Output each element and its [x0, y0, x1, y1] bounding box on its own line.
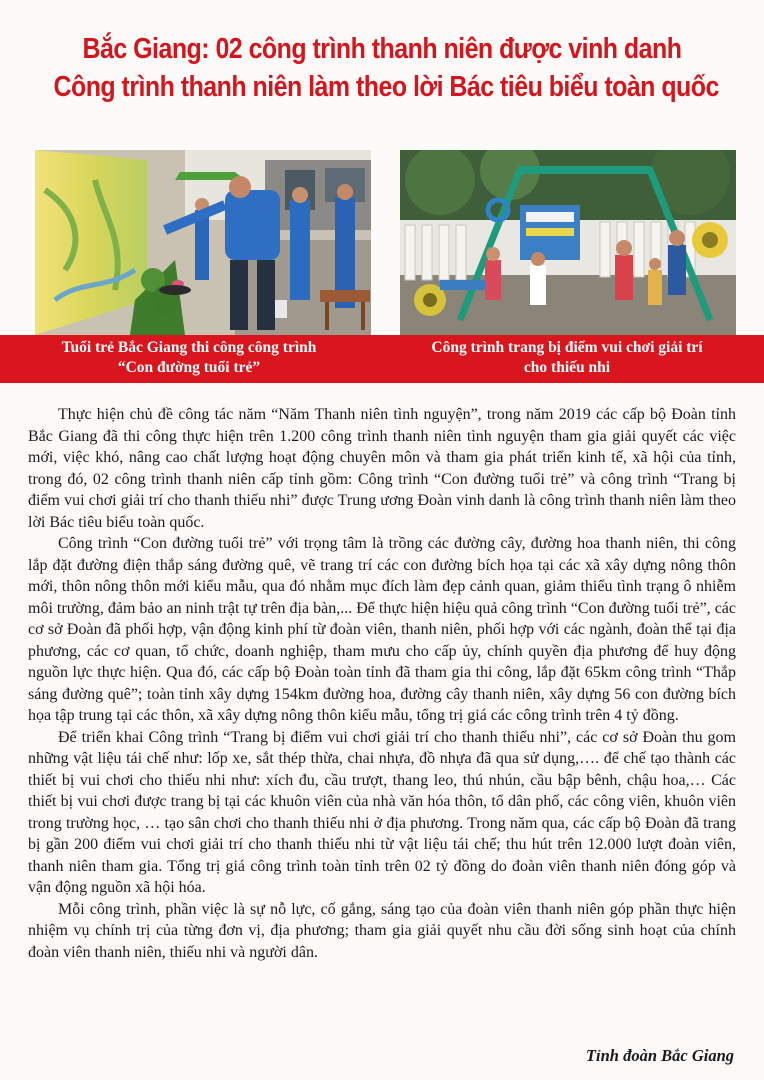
photo-children-playground: [400, 150, 736, 335]
headline-line-1: Bắc Giang: 02 công trình thanh niên được vinh danh: [82, 33, 682, 65]
photo-caption-right: [382, 338, 752, 378]
author-signature: Tỉnh đoàn Bắc Giang: [585, 1046, 734, 1065]
article-body: [28, 404, 736, 963]
caption-left-line-2: “Con đường tuổi trẻ”: [117, 359, 261, 376]
article-paragraph: Thực hiện chủ đề công tác năm “Năm Thanh niên tình nguyện”, trong năm 2019 các cấp bộ Đoàn tỉnh Bắc Giang đã thi công thực hiện trên 1.200 công trình thanh niên tình nguyện tham gia giải quyết các việc mới, việc khó, nâng cao chất lượng hoạt động chuyên môn và tham gia phát triển kinh tế, xã hội của tỉnh, trong đó, 02 công trình thanh niên cấp tỉnh gồm: Công trình “Con đường tuổi trẻ” và công trình “Trang bị điểm vui chơi giải trí cho thanh thiếu nhi” được Trung ương Đoàn vinh danh là công trình thanh niên làm theo lời Bác tiêu biểu toàn quốc.: [28, 406, 736, 531]
article-paragraph: Mỗi công trình, phần việc là sự nỗ lực, cố gắng, sáng tạo của đoàn viên thanh niên góp phần thực hiện nhiệm vụ chính trị của từng đơn vị, địa phương; tham gia giải quyết nhu cầu đời sống sinh hoạt của chính đoàn viên thanh niên, thiếu nhi và người dân.: [28, 900, 736, 961]
article-headline: [53, 30, 719, 106]
photo-road-mural-painting: [35, 150, 371, 335]
caption-left-line-1: Tuổi trẻ Bắc Giang thi công công trình: [61, 339, 317, 356]
article-paragraph: Để triển khai Công trình “Trang bị điểm vui chơi giải trí cho thanh thiếu nhi”, các cơ sở Đoàn thu gom những vật liệu tái chế như: lốp xe, sắt thép thừa, chai nhựa, đồ nhựa đã qua sử dụng,…. để chế tạo thành các thiết bị vui chơi cho thiếu nhi như: xích đu, cầu trượt, thang leo, thú nhún, cầu bập bênh, chậu hoa,… Các thiết bị vui chơi được trang bị tại các khuôn viên của nhà văn hóa thôn, tổ dân phố, các công viên, khuôn viên trong trường học, … tạo sân chơi cho thanh thiếu nhi ở địa phương. Trong năm qua, các cấp bộ Đoàn đã trang bị gần 200 điểm vui chơi giải trí cho thanh thiếu nhi từ vật liệu tái chế; thu hút trên 12.000 lượt đoàn viên, thanh niên tham gia. Tổng trị giá công trình toàn tỉnh trên 02 tỷ đồng do đoàn viên thanh niên đóng góp và vận động nguồn xã hội hóa.: [28, 728, 736, 896]
article-paragraph: Công trình “Con đường tuổi trẻ” với trọng tâm là trồng các đường cây, đường hoa thanh niên, thi công lắp đặt đường điện thắp sáng đường quê, vẽ trang trí các con đường bích họa tại các xã xây dựng nông thôn mới, thôn nông thôn mới kiểu mẫu, qua đó nhằm mục đích làm đẹp cảnh quan, giảm thiểu tình trạng ô nhiễm môi trường, đảm bảo an ninh trật tự trên địa bàn,... Để thực hiện hiệu quả công trình “Con đường tuổi trẻ”, các cơ sở Đoàn đã phối hợp, vận động kinh phí từ đoàn viên, thanh niên, phối hợp với các ngành, đoàn thể tại địa phương, các cơ quan, tổ chức, doanh nghiệp, tham mưu cho cấp ủy, chính quyền địa phương để huy động nguồn lực thực hiện. Qua đó, các cấp bộ Đoàn toàn tỉnh đã tham gia thi công, lắp đặt 65km công trình “Thắp sáng đường quê”; toàn tỉnh xây dựng 154km đường hoa, đường cây thanh niên, xây dựng 56 con đường bích họa tập trung tại các thôn, xã xây dựng nông thôn kiểu mẫu, tổng trị giá các công trình trên 4 tỷ đồng.: [28, 535, 736, 724]
caption-right-line-2: cho thiếu nhi: [523, 359, 611, 376]
caption-right-line-1: Công trình trang bị điểm vui chơi giải trí: [431, 339, 703, 356]
photo-caption-left: [4, 338, 374, 378]
headline-line-2: Công trình thanh niên làm theo lời Bác tiêu biểu toàn quốc: [53, 71, 719, 103]
